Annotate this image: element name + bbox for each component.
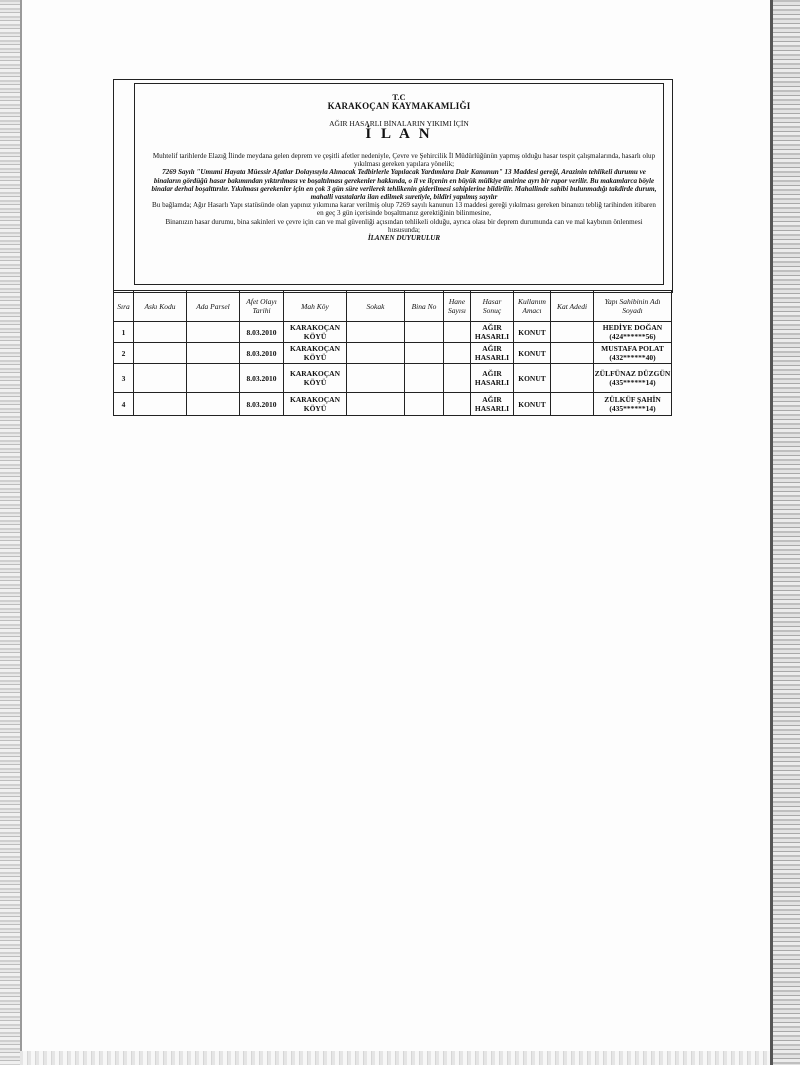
cell-sira: 3: [114, 364, 134, 393]
cell-kullanim-amaci: KONUT: [514, 343, 551, 364]
cell-aski-kodu: [134, 364, 187, 393]
cell-kat-adedi: [551, 343, 594, 364]
cell-sokak: [347, 393, 405, 416]
cell-yapi-sahibi: [594, 343, 672, 364]
cell-line: HASARLI: [474, 353, 510, 362]
col-header-yapi-sahibi: Yapı Sahibinin Adı Soyadı: [594, 291, 672, 322]
cell-kullanim-amaci: KONUT: [514, 364, 551, 393]
cell-bina-no: [405, 343, 444, 364]
col-header-afet-tarihi: [240, 291, 284, 322]
cell-line: HASARLI: [474, 404, 510, 413]
cell-line: (435******14): [609, 404, 656, 413]
cell-sokak: [347, 322, 405, 343]
header-line: Hane: [448, 297, 466, 306]
cell-line: (435******14): [609, 378, 656, 387]
cell-line: HASARLI: [474, 332, 510, 341]
cell-aski-kodu: [134, 322, 187, 343]
cell-hane-sayisi: [444, 322, 471, 343]
cell-line: AĞIR: [482, 344, 502, 353]
cell-kat-adedi: [551, 393, 594, 416]
body-paragraph-1: Muhtelif tarihlerde Elazığ İlinde meydana gelen deprem ve çeşitli afetler nedeniyle, Çevre ve Şehircilik İl Müdürlüğünün yapmış olduğu hasar tespit çalışmalarında, hasarlı olup yıkılması gereken yapılara yönelik;: [152, 152, 656, 169]
cell-line: (432******40): [609, 353, 656, 362]
cell-line: KÖYÜ: [303, 353, 327, 362]
col-header-sokak: Sokak: [347, 291, 405, 322]
cell-sokak: [347, 343, 405, 364]
cell-kullanim-amaci: KONUT: [514, 322, 551, 343]
scan-edge-left: [0, 0, 20, 1065]
cell-bina-no: [405, 364, 444, 393]
cell-bina-no: [405, 393, 444, 416]
col-header-hane-sayisi: [444, 291, 471, 322]
col-header-kullanim-amaci: [514, 291, 551, 322]
header-line: Afet Olayı: [246, 297, 277, 306]
cell-ada-parsel: [187, 343, 240, 364]
header-line: Hasar: [482, 297, 502, 306]
table-row: [114, 364, 672, 393]
cell-hasar-sonuc: [471, 322, 514, 343]
col-header-mah-koy: Mah Köy: [284, 291, 347, 322]
cell-line: MUSTAFA POLAT: [601, 344, 664, 353]
cell-line: KÖYÜ: [303, 378, 327, 387]
cell-hasar-sonuc: [471, 343, 514, 364]
cell-ada-parsel: [187, 393, 240, 416]
cell-mah-koy: [284, 364, 347, 393]
cell-hane-sayisi: [444, 364, 471, 393]
col-header-aski-kodu: Askı Kodu: [134, 291, 187, 322]
scan-edge-right: [770, 0, 800, 1065]
cell-hane-sayisi: [444, 343, 471, 364]
cell-yapi-sahibi: [594, 322, 672, 343]
cell-line: KARAKOÇAN: [290, 344, 340, 353]
cell-mah-koy: [284, 343, 347, 364]
cell-hasar-sonuc: [471, 393, 514, 416]
notice-body: [149, 152, 659, 242]
cell-afet-tarihi: 8.03.2010: [240, 343, 284, 364]
col-header-bina-no: Bina No: [405, 291, 444, 322]
cell-hane-sayisi: [444, 393, 471, 416]
cell-line: KÖYÜ: [303, 332, 327, 341]
cell-line: AĞIR: [482, 395, 502, 404]
header-line: Amacı: [522, 306, 542, 315]
body-paragraph-4: Binanızın hasar durumu, bina sakinleri ve çevre için can ve mal güvenliği açısından tehlikeli olduğu, ayrıca olası bir deprem durumunda can ve mal kaybının önlenmesi hususunda;: [165, 217, 643, 234]
notice-subtitle: AĞIR HASARLI BİNALARIN YIKIMI İÇİN: [329, 119, 469, 128]
cell-aski-kodu: [134, 393, 187, 416]
cell-line: ZÜLKÜF ŞAHİN: [604, 395, 661, 404]
cell-sira: 4: [114, 393, 134, 416]
cell-yapi-sahibi: [594, 364, 672, 393]
cell-mah-koy: [284, 322, 347, 343]
cell-sokak: [347, 364, 405, 393]
cell-line: AĞIR: [482, 323, 502, 332]
office-name: KARAKOÇAN KAYMAKAMLIĞI: [327, 101, 471, 111]
table-header-row: [114, 291, 672, 322]
header-line: Sayısı: [448, 306, 466, 315]
cell-kat-adedi: [551, 322, 594, 343]
cell-bina-no: [405, 322, 444, 343]
col-header-ada-parsel: Ada Parsel: [187, 291, 240, 322]
cell-ada-parsel: [187, 322, 240, 343]
cell-afet-tarihi: 8.03.2010: [240, 322, 284, 343]
cell-line: HEDİYE DOĞAN: [602, 323, 663, 332]
notice-title: İ L A N: [365, 126, 433, 142]
cell-ada-parsel: [187, 364, 240, 393]
cell-line: KARAKOÇAN: [290, 323, 340, 332]
table-row: [114, 393, 672, 416]
cell-sira: 1: [114, 322, 134, 343]
cell-sira: 2: [114, 343, 134, 364]
cell-line: HASARLI: [474, 378, 510, 387]
table-row: [114, 343, 672, 364]
cell-kullanim-amaci: KONUT: [514, 393, 551, 416]
cell-line: KARAKOÇAN: [290, 395, 340, 404]
cell-line: AĞIR: [482, 369, 502, 378]
cell-line: KÖYÜ: [303, 404, 327, 413]
col-header-hasar-sonuc: [471, 291, 514, 322]
cell-afet-tarihi: 8.03.2010: [240, 393, 284, 416]
cell-line: KARAKOÇAN: [290, 369, 340, 378]
header-line: Tarihi: [252, 306, 271, 315]
header-line: Sonuç: [482, 306, 502, 315]
cell-aski-kodu: [134, 343, 187, 364]
table-row: [114, 322, 672, 343]
header-line: Kullanım: [518, 297, 546, 306]
cell-afet-tarihi: 8.03.2010: [240, 364, 284, 393]
buildings-table: [113, 290, 672, 416]
notice-box: [113, 79, 673, 293]
cell-hasar-sonuc: [471, 364, 514, 393]
body-paragraph-3: Bu bağlamda; Ağır Hasarlı Yapı statüsünde olan yapınız yıkımına karar verilmiş olup 7269 sayılı kanunun 13 maddesi gereği yıkılması gereken binanızı tebliğ tarihinden itibaren en geç 3 gün içerisinde boşaltmanız gerektiğinin bilinmesine,: [152, 201, 656, 218]
scan-edge-bottom: [20, 1051, 770, 1065]
cell-yapi-sahibi: [594, 393, 672, 416]
closing-statement: İLANEN DUYURULUR: [367, 234, 441, 243]
notice-inner-box: [134, 83, 664, 285]
col-header-sira: Sıra: [114, 291, 134, 322]
state-label: T.C: [392, 92, 406, 102]
cell-kat-adedi: [551, 364, 594, 393]
body-paragraph-2: 7269 Sayılı "Umumi Hayata Müessir Afatlar Dolayısıyla Alınacak Tedbirlerle Yapılacak Yardımlara Dair Kanunun" 13 Maddesi gereği, Arazinin tehlikeli durumu ve binaların gördüğü hasar bakımından yıktırılması ve boşaltılması gerekenler hakkında, o il ve ilçenin en büyük mülkiye amirine ayrı bir rapor verilir. Bu makamlarca böyle binalar derhal boşalttırılır. Yıkılması gerekenler için en çok 3 gün süre verilerek tehlikenin giderilmesi sahiplerine bildirilir. Mahallinde sahibi bulunmadığı takdirde durum, mahalli vasıtalarla ilan edilmek suretiyle, bildiri yapılmış sayılır: [151, 168, 657, 202]
cell-line: (424******56): [609, 332, 656, 341]
col-header-kat-adedi: Kat Adedi: [551, 291, 594, 322]
cell-mah-koy: [284, 393, 347, 416]
cell-line: ZÜLFÜNAZ DÜZGÜN: [594, 369, 671, 378]
